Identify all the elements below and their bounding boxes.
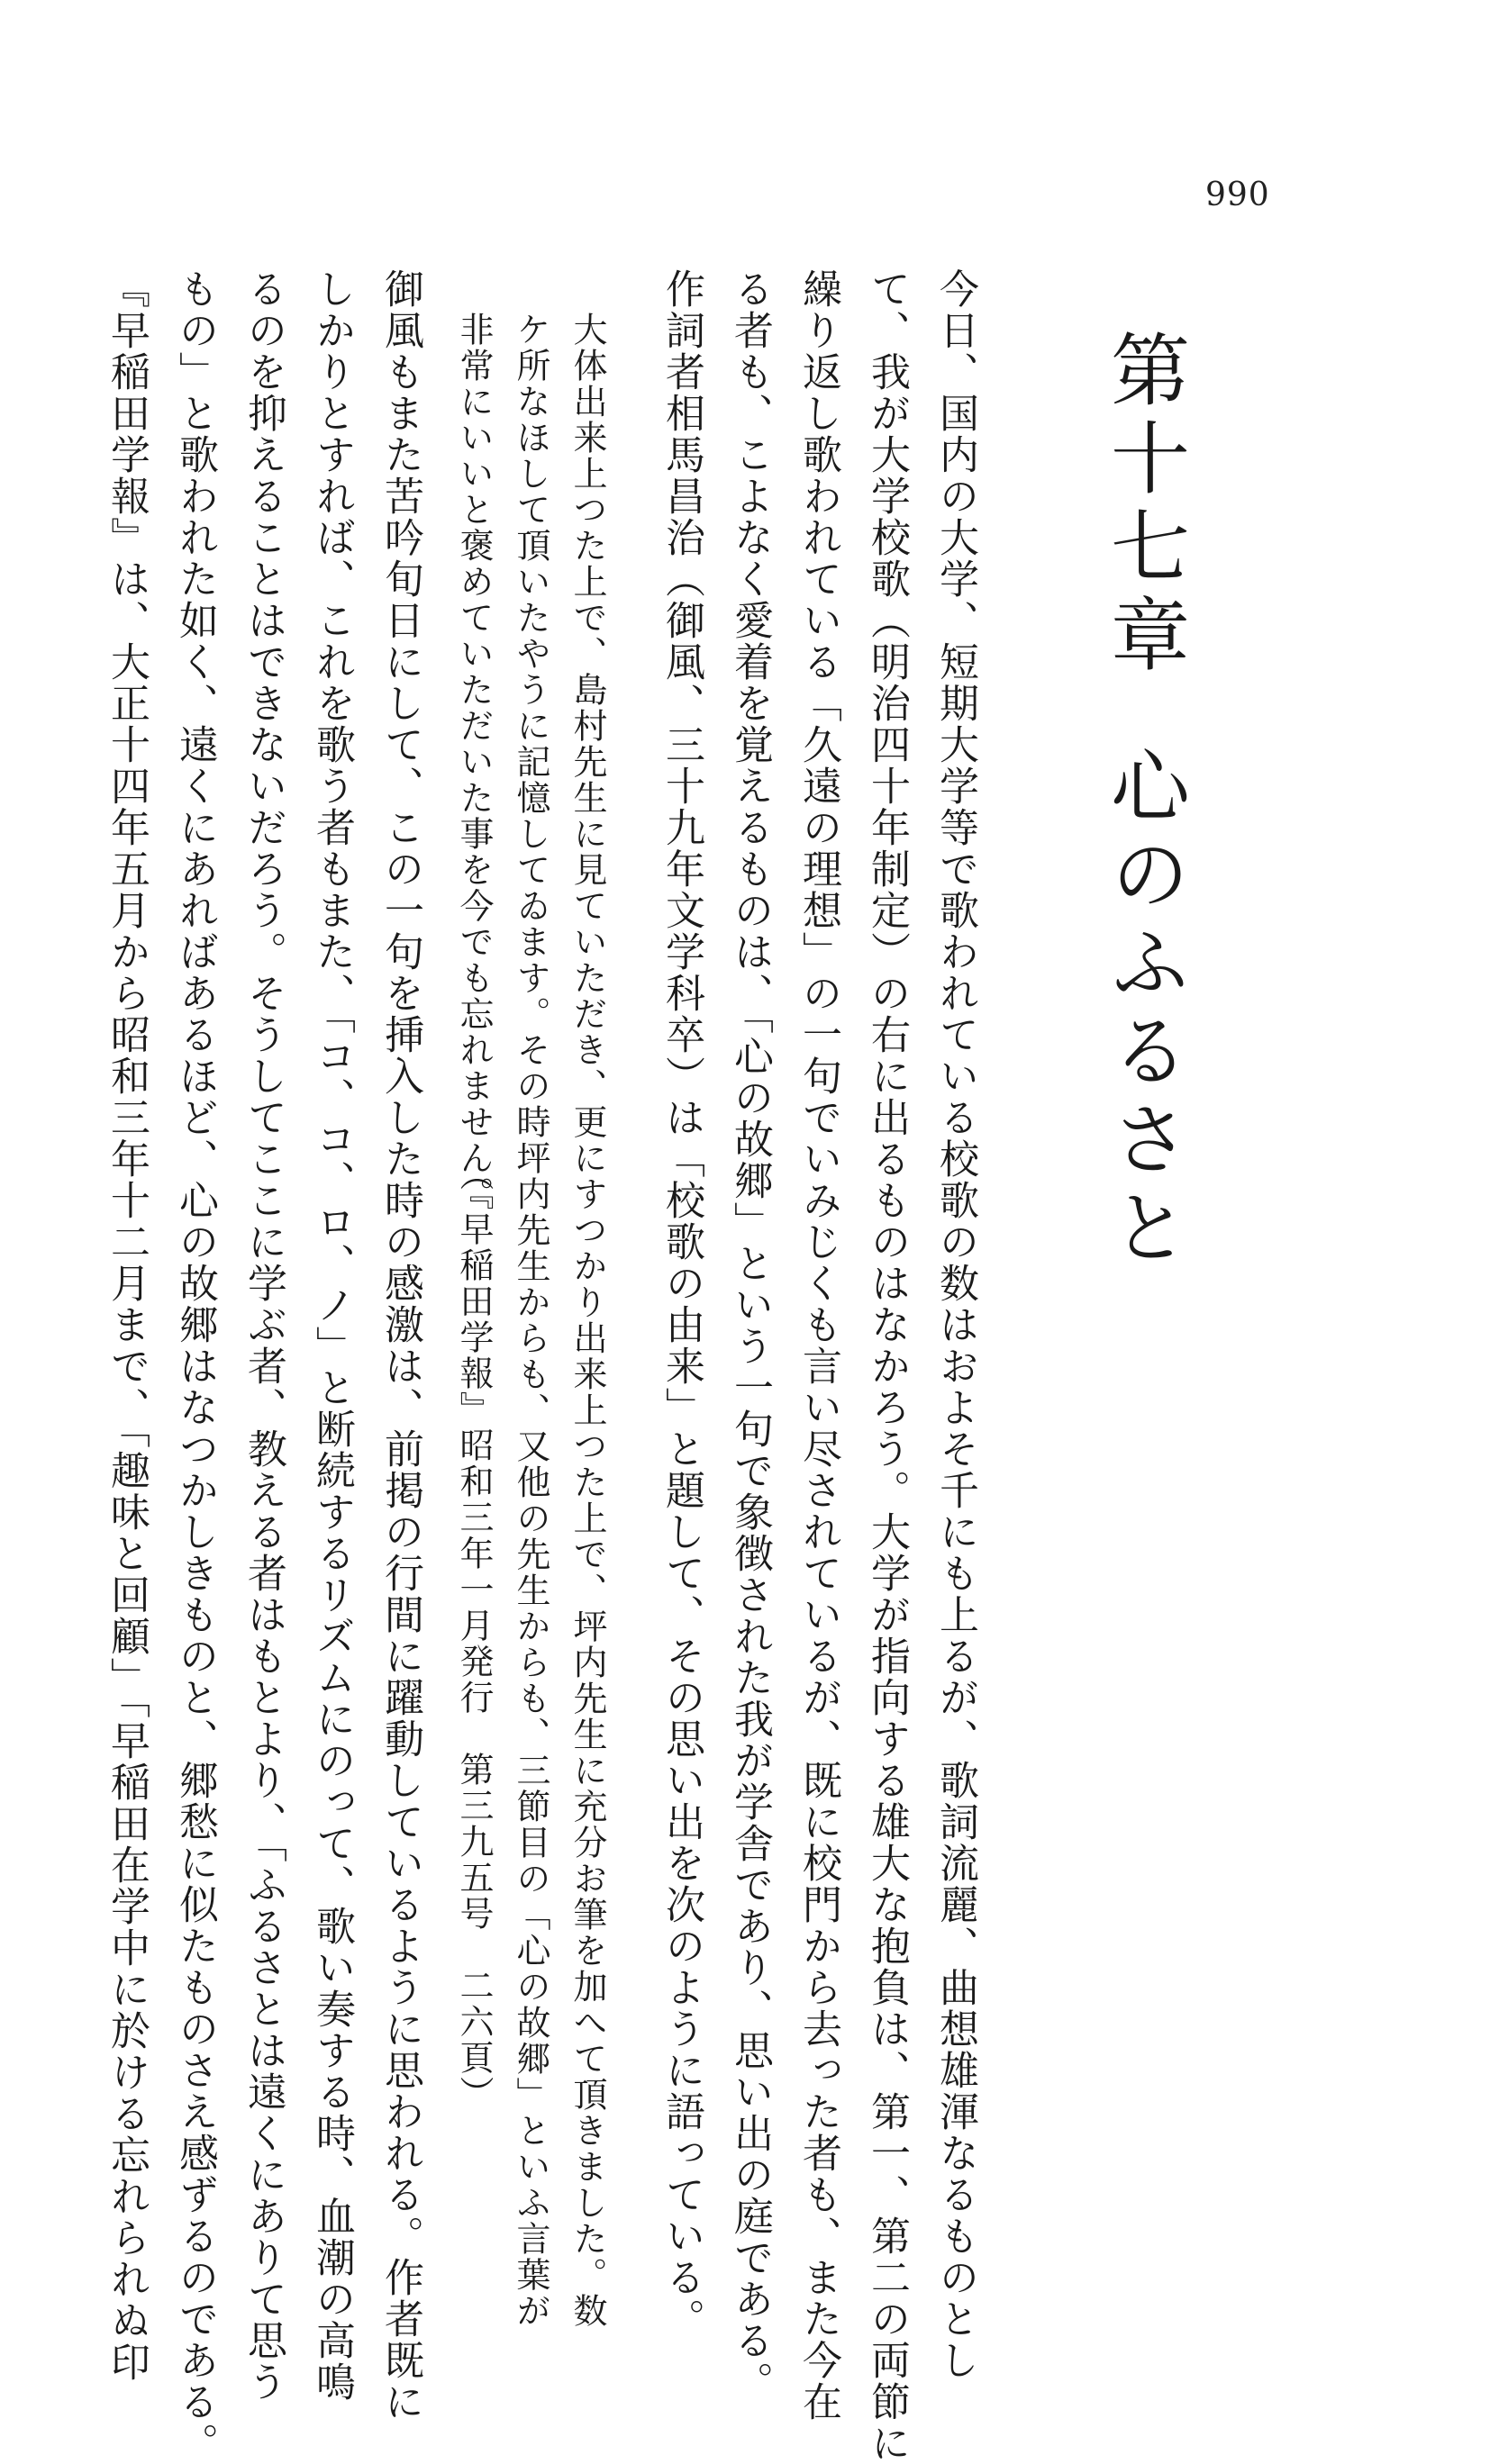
body-line: 繰り返し歌われている「久遠の理想」の一句でいみじくも言い尽されているが、既に校門から去った者も、また今在: [795, 268, 841, 2423]
body-line: る者も、こよなく愛着を覚えるものは、「心の故郷」という一句で象徴された我が学舎であり、思い出の庭である。: [727, 268, 773, 2403]
body-line: 作詞者相馬昌治（御風、三十九年文学科卒）は「校歌の由来」と題して、その思い出を次のように語っている。: [659, 268, 704, 2340]
body-line: 御風もまた苦吟旬日にして、この一句を挿入した時の感激は、前掲の行間に躍動しているように思われる。作者既に: [377, 268, 423, 2423]
body-line: 『早稲田学報』は、大正十四年五月から昭和三年十二月まで、「趣味と回顧」「早稲田在学中に於ける忘れられぬ印: [104, 268, 150, 2383]
quote-citation: （『早稲田学報』昭和三年一月発行 第三九五号 二六頁）: [454, 1156, 494, 2112]
body-line: 今日、国内の大学、短期大学等で歌われている校歌の数はおよそ千にも上るが、歌詞流麗、曲想雄渾なるものとし: [932, 268, 978, 2381]
body-line: て、我が大学校歌（明治四十年制定）の右に出るものはなかろう。大学が指向する雄大な抱負は、第一、第二の両節に: [864, 268, 910, 2464]
page-number: 990: [1205, 177, 1270, 213]
chapter-heading: [1098, 329, 1191, 1274]
chapter-title: 心のふるさと: [1098, 745, 1191, 1274]
body-line: もの」と歌われた如く、遠くにあればあるほど、心の故郷はなつかしきものと、郷愁に似たものさえ感ずるのである。: [172, 268, 218, 2464]
quote-line: 大体出来上つた上で、島村先生に見ていただき、更にすつかり出来上つた上で、坪内先生に充分お筆を加へて頂きました。数: [568, 312, 607, 2329]
body-line: しかりとすれば、これを歌う者もまた、「コ、コ、ロ、ノ」と断続するリズムにのって、歌い奏する時、血潮の高鳴: [309, 268, 355, 2403]
quote-line: ケ所なほして頂いたやうに記憶してゐます。その時坪内先生からも、又他の先生からも、三節目の「心の故郷」といふ言葉が: [511, 312, 550, 2329]
chapter-label: 第十七章: [1098, 329, 1191, 682]
quote-line: 非常にいいと褒めていただいた事を今でも忘れません。: [454, 312, 494, 1212]
body-line: るのを抑えることはできないだろう。そうしてここに学ぶ者、教える者はもとより、「ふるさとは遠くにありて思う: [241, 268, 286, 2403]
